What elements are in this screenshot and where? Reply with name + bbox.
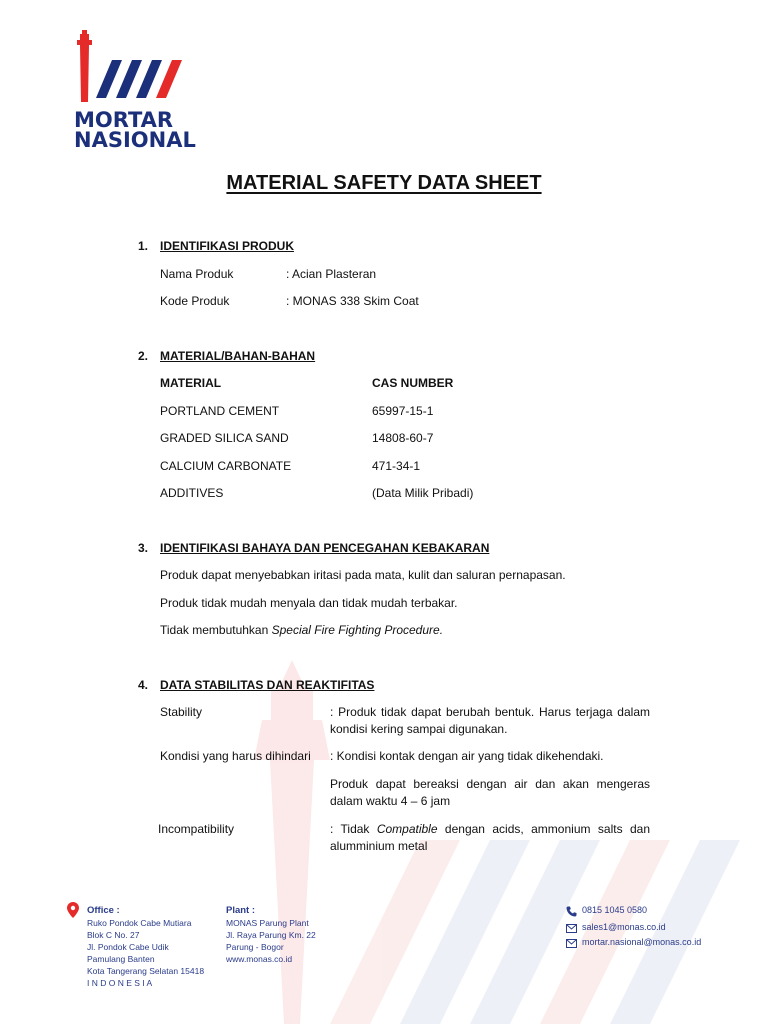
logo-text-mortar: MORTAR: [74, 108, 174, 132]
section-number: 2.: [138, 349, 149, 363]
paragraph-iritasi: Produk dapat menyebabkan iritasi pada mata, kulit dan saluran pernapasan.: [160, 568, 566, 582]
phone-icon: [566, 906, 577, 917]
website-link[interactable]: www.monas.co.id: [226, 954, 293, 964]
monument-logo-icon: [74, 30, 190, 105]
office-title: Office :: [87, 905, 120, 916]
cas-number: (Data Milik Pribadi): [372, 486, 474, 500]
mail-icon: [566, 924, 577, 933]
paragraph-bereaksi-air: Produk dapat bereaksi dengan air dan akan mengeras dalam waktu 4 – 6 jam: [330, 777, 650, 808]
paragraph-tidak-mudah-menyala: Produk tidak mudah menyala dan tidak mudah terbakar.: [160, 596, 458, 610]
office-address-line: Ruko Pondok Cabe Mutiara: [87, 918, 192, 928]
material-name: PORTLAND CEMENT: [160, 404, 280, 418]
office-address-line: Blok C No. 27: [87, 930, 140, 940]
label-incompatibility: Incompatibility: [158, 822, 235, 836]
plant-address-line: Jl. Raya Parung Km. 22: [226, 930, 316, 940]
company-logo: [74, 30, 196, 152]
value-kode-produk: : MONAS 338 Skim Coat: [286, 294, 419, 308]
label-kondisi-dihindari: Kondisi yang harus dihindari: [160, 749, 311, 763]
footer-plant: [226, 905, 316, 965]
section-number: 4.: [138, 678, 149, 692]
section-heading-identifikasi-produk: IDENTIFIKASI PRODUK: [160, 239, 295, 253]
section-heading-stabilitas: DATA STABILITAS DAN REAKTIFITAS: [160, 678, 375, 692]
office-country: I N D O N E S I A: [87, 978, 153, 988]
cas-number: 65997-15-1: [372, 404, 434, 418]
material-name: GRADED SILICA SAND: [160, 431, 289, 445]
document-title: MATERIAL SAFETY DATA SHEET: [226, 172, 542, 194]
phone-number: 0815 1045 0580: [582, 905, 648, 915]
value-stability: : Produk tidak dapat berubah bentuk. Harus terjaga dalam kondisi kering sampai digunakan.: [330, 705, 650, 736]
material-name: CALCIUM CARBONATE: [160, 459, 292, 473]
cas-number: 471-34-1: [372, 459, 421, 473]
office-address-line: Kota Tangerang Selatan 15418: [87, 966, 205, 976]
section-heading-bahaya: IDENTIFIKASI BAHAYA DAN PENCEGAHAN KEBAKARAN: [160, 541, 490, 555]
section-number: 1.: [138, 239, 149, 253]
section-heading-material: MATERIAL/BAHAN-BAHAN: [160, 349, 316, 363]
plant-address-line: Parung - Bogor: [226, 942, 284, 952]
footer-office: [87, 905, 204, 989]
section-number: 3.: [138, 541, 149, 555]
material-name: ADDITIVES: [160, 486, 224, 500]
paragraph-fire-fighting: Tidak membutuhkan Special Fire Fighting Procedure.: [160, 623, 444, 637]
column-header-material: MATERIAL: [160, 376, 222, 390]
logo-text-nasional: NASIONAL: [74, 128, 196, 152]
label-kode-produk: Kode Produk: [160, 294, 230, 308]
label-nama-produk: Nama Produk: [160, 267, 234, 281]
location-pin-icon: [67, 902, 79, 918]
email-mortar-nasional: mortar.nasional@monas.co.id: [582, 937, 702, 947]
value-nama-produk: : Acian Plasteran: [286, 267, 377, 281]
plant-title: Plant :: [226, 905, 256, 916]
email-sales: sales1@monas.co.id: [582, 922, 666, 932]
office-address-line: Pamulang Banten: [87, 954, 155, 964]
value-kondisi-dihindari: : Kondisi kontak dengan air yang tidak dikehendaki.: [330, 749, 604, 763]
label-stability: Stability: [160, 705, 203, 719]
value-incompatibility: : Tidak Compatible dengan acids, ammonium salts dan alumminium metal: [330, 822, 650, 853]
mail-icon: [566, 939, 577, 948]
column-header-cas: CAS NUMBER: [372, 376, 454, 390]
office-address-line: Jl. Pondok Cabe Udik: [87, 942, 169, 952]
cas-number: 14808-60-7: [372, 431, 434, 445]
plant-address-line: MONAS Parung Plant: [226, 918, 309, 928]
